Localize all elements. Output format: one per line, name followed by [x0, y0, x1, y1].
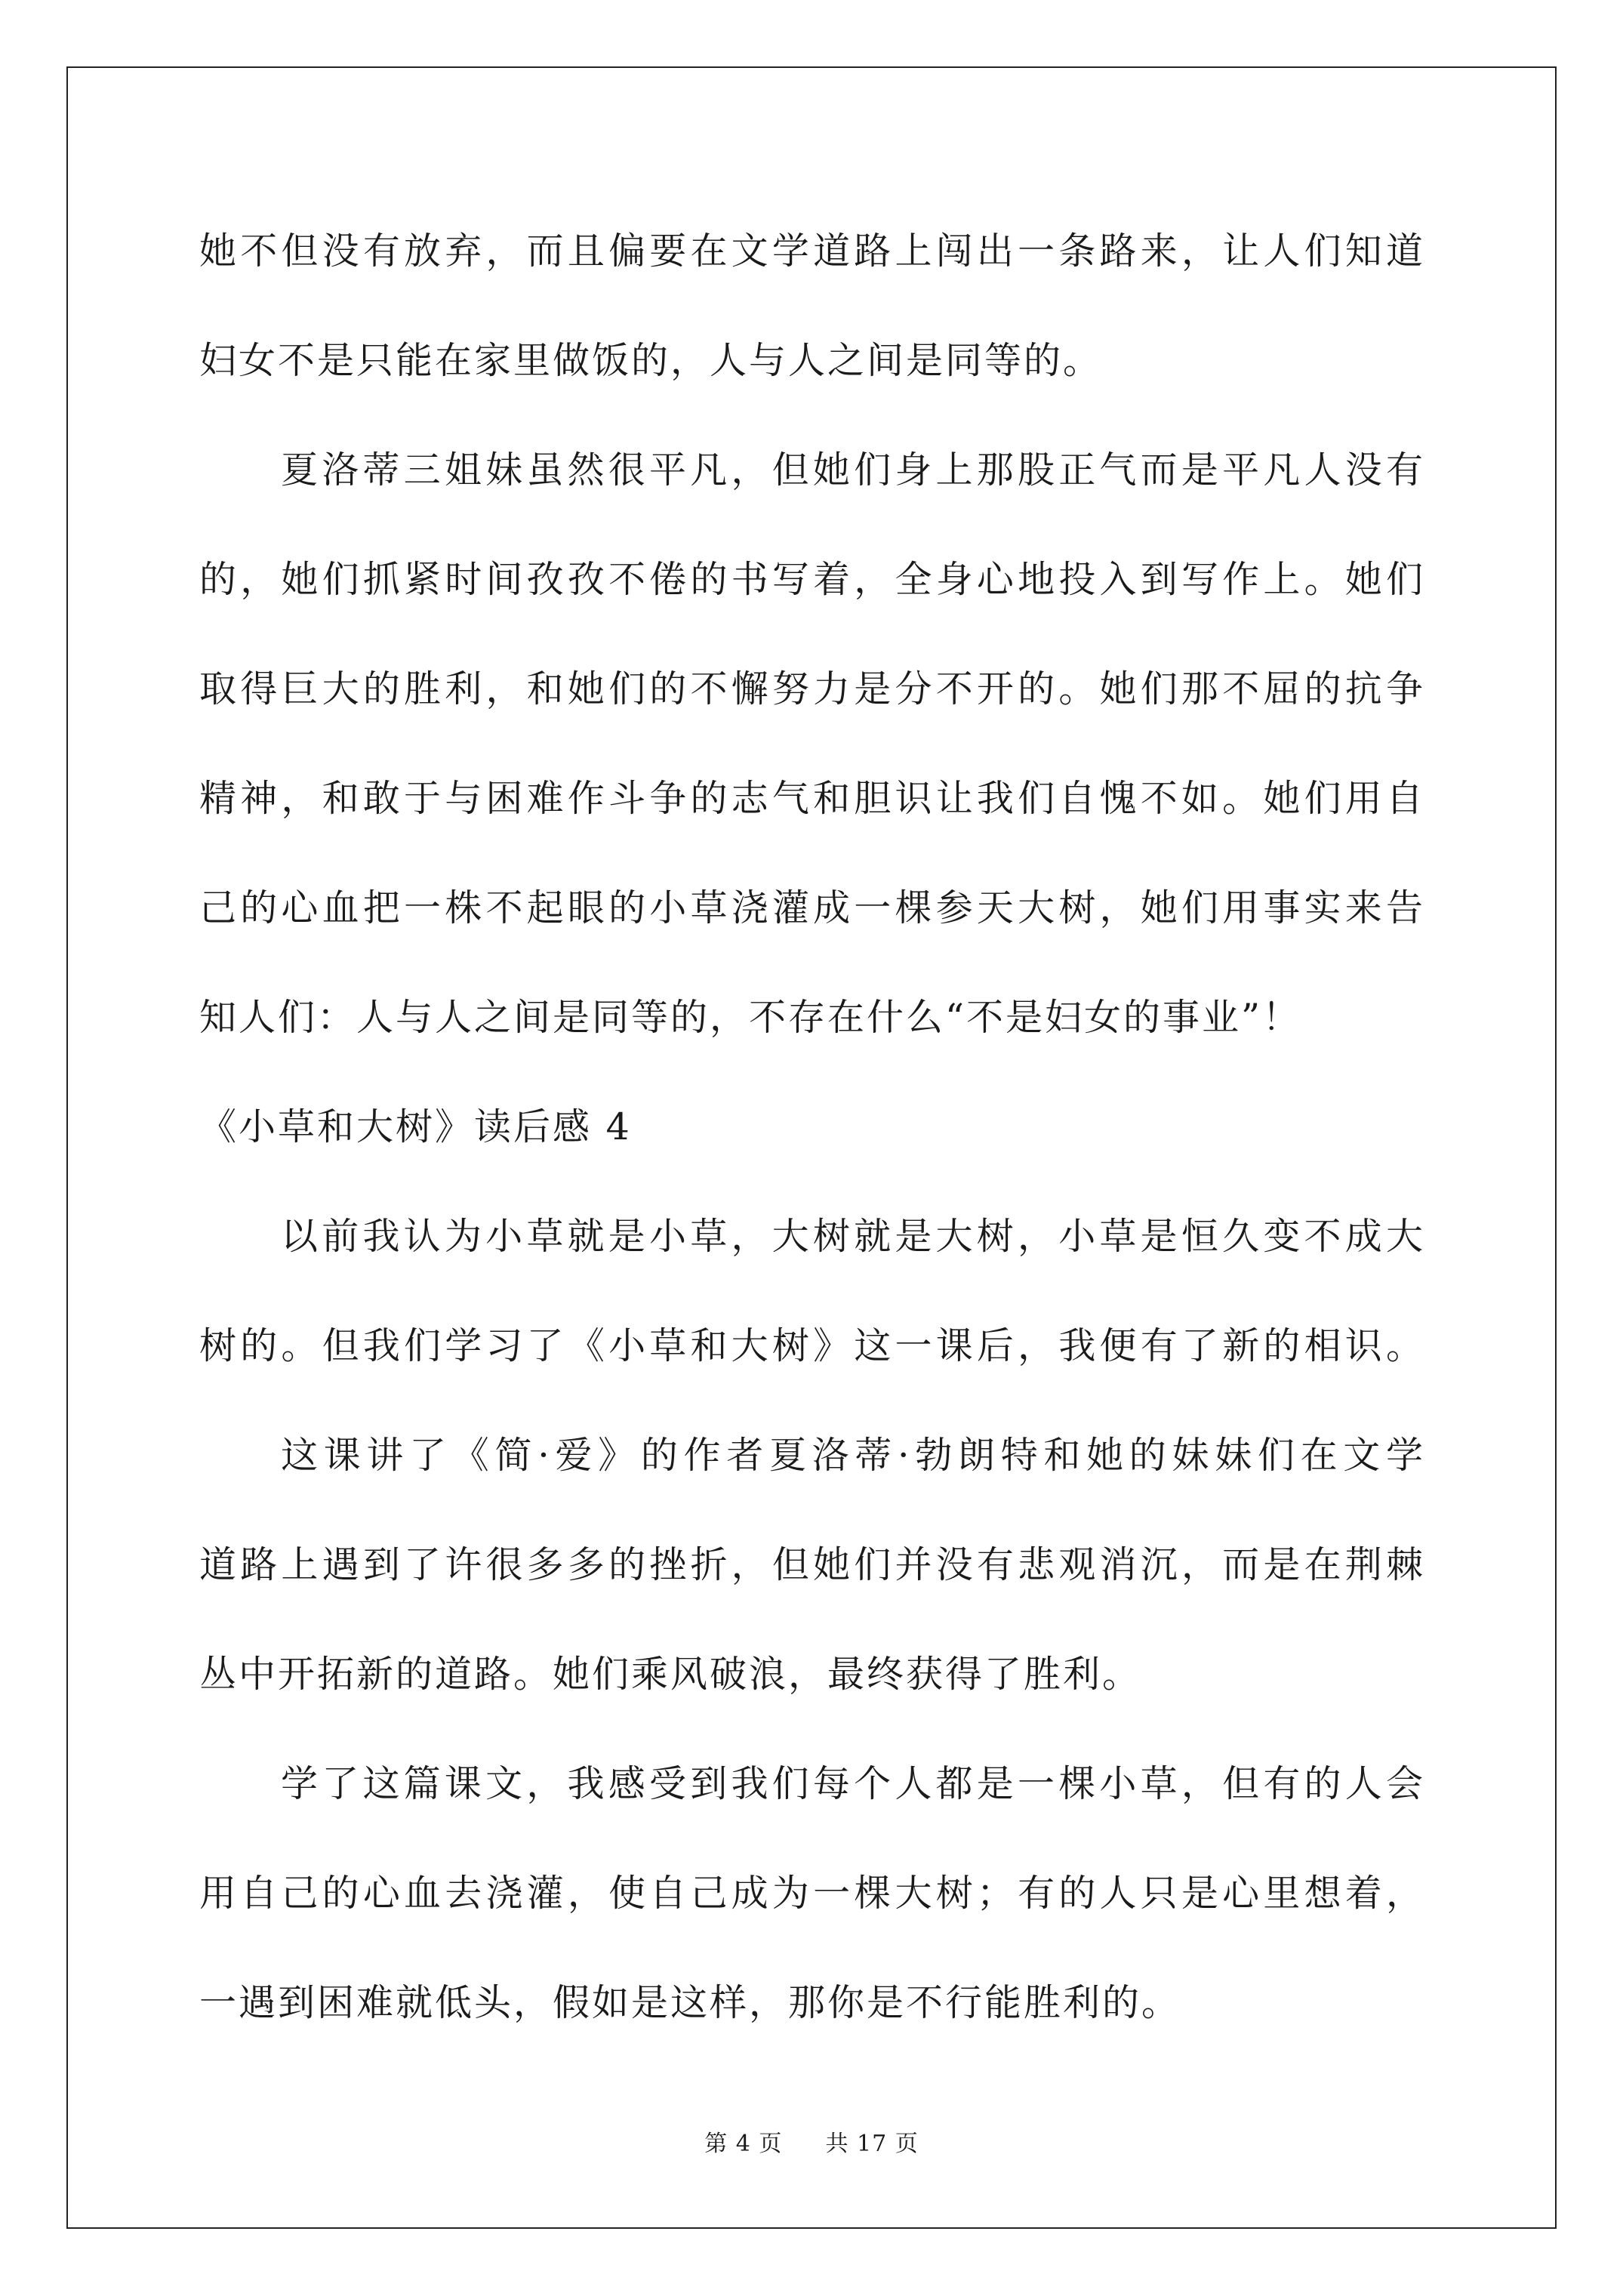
text-line-17: 一遇到困难就低头，假如是这样，那你是不行能胜利的。 — [199, 1981, 1181, 2024]
text-line-6: 精神，和敢于与困难作斗争的志气和胆识让我们自愧不如。她们用自 — [199, 777, 1425, 820]
page-number: 第 4 页 — [704, 2131, 783, 2157]
text-line-11: 树的。但我们学习了《小草和大树》这一课后，我便有了新的相识。 — [199, 1324, 1425, 1367]
page-total: 共 17 页 — [825, 2131, 919, 2157]
text-line-12: 这课讲了《简·爱》的作者夏洛蒂·勃朗特和她的妹妹们在文学 — [281, 1434, 1425, 1477]
text-line-5: 取得巨大的胜利，和她们的不懈努力是分不开的。她们那不屈的抗争 — [199, 667, 1425, 710]
text-line-10: 以前我认为小草就是小草，大树就是大树，小草是恒久变不成大 — [281, 1215, 1425, 1258]
text-line-8: 知人们：人与人之间是同等的，不存在什么“不是妇女的事业”！ — [199, 996, 1302, 1039]
text-line-1: 她不但没有放弃，而且偏要在文学道路上闯出一条路来，让人们知道 — [199, 230, 1425, 273]
text-line-7: 己的心血把一株不起眼的小草浇灌成一棵参天大树，她们用事实来告 — [199, 886, 1425, 929]
text-line-14: 丛中开拓新的道路。她们乘风破浪，最终获得了胜利。 — [199, 1653, 1142, 1696]
text-line-2: 妇女不是只能在家里做饭的，人与人之间是同等的。 — [199, 339, 1103, 382]
text-line-16: 用自己的心血去浇灌，使自己成为一棵大树；有的人只是心里想着， — [199, 1872, 1425, 1915]
text-line-3: 夏洛蒂三姐妹虽然很平凡，但她们身上那股正气而是平凡人没有 — [281, 448, 1425, 492]
text-line-4: 的，她们抓紧时间孜孜不倦的书写着，全身心地投入到写作上。她们 — [199, 558, 1425, 601]
text-line-13: 道路上遇到了许很多多的挫折，但她们并没有悲观消沉，而是在荆棘 — [199, 1543, 1425, 1586]
page-footer — [0, 2129, 1623, 2159]
text-line-15: 学了这篇课文，我感受到我们每个人都是一棵小草，但有的人会 — [281, 1762, 1425, 1805]
section-heading: 《小草和大树》读后感 4 — [199, 1105, 632, 1148]
